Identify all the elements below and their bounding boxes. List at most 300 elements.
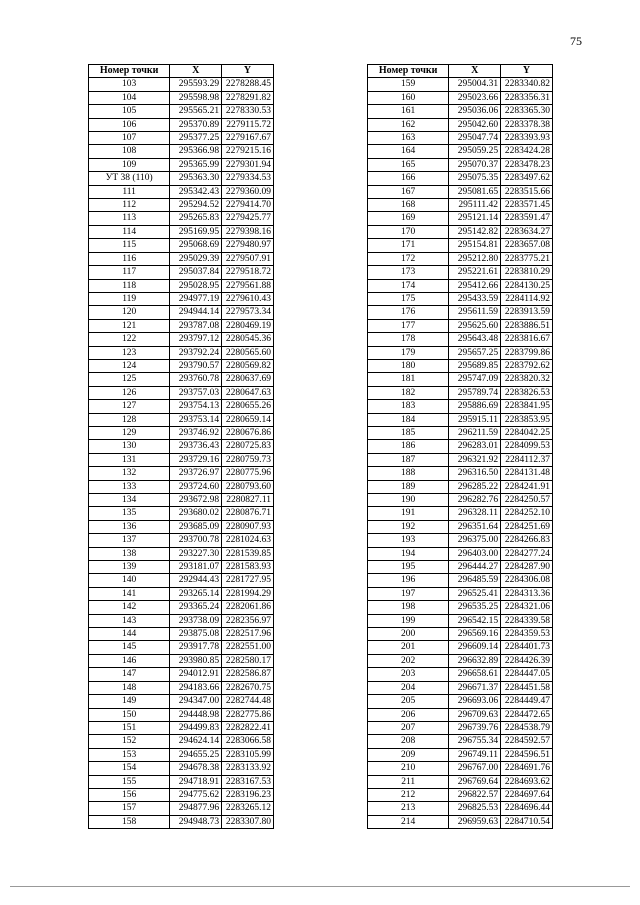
point-number-cell: 127	[89, 400, 170, 413]
y-coordinate-cell: 2284359.53	[501, 628, 553, 641]
point-number-cell: 170	[368, 225, 449, 238]
y-coordinate-cell: 2279414.70	[222, 199, 274, 212]
x-coordinate-cell: 295363.30	[170, 172, 222, 185]
y-coordinate-cell: 2283913.59	[501, 306, 553, 319]
y-coordinate-cell: 2283167.53	[222, 775, 274, 788]
point-number-cell: 162	[368, 118, 449, 131]
table-header-row	[89, 65, 274, 78]
y-coordinate-cell: 2283799.86	[501, 346, 553, 359]
y-coordinate-cell: 2283497.62	[501, 172, 553, 185]
x-coordinate-cell: 293792.24	[170, 346, 222, 359]
point-number-cell: 172	[368, 252, 449, 265]
table-row	[89, 172, 274, 185]
y-coordinate-cell: 2284339.58	[501, 614, 553, 627]
table-row	[368, 132, 553, 145]
table-row	[89, 225, 274, 238]
y-coordinate-cell: 2284131.48	[501, 467, 553, 480]
table-row	[89, 601, 274, 614]
table-row	[368, 614, 553, 627]
table-row	[368, 172, 553, 185]
table-row	[368, 668, 553, 681]
x-coordinate-cell: 295004.31	[449, 78, 501, 91]
table-row	[89, 91, 274, 104]
table-row	[368, 118, 553, 131]
x-coordinate-cell: 295081.65	[449, 185, 501, 198]
x-coordinate-cell: 296609.14	[449, 641, 501, 654]
x-coordinate-cell: 295221.61	[449, 266, 501, 279]
x-coordinate-cell: 294977.19	[170, 292, 222, 305]
table-row	[368, 815, 553, 828]
y-coordinate-cell: 2283886.51	[501, 319, 553, 332]
x-coordinate-cell: 294448.98	[170, 708, 222, 721]
point-number-cell: 128	[89, 413, 170, 426]
table-row	[368, 292, 553, 305]
table-row	[368, 507, 553, 520]
point-number-cell: 181	[368, 373, 449, 386]
point-number-cell: 151	[89, 721, 170, 734]
x-coordinate-cell: 294678.38	[170, 762, 222, 775]
x-coordinate-cell: 296525.41	[449, 587, 501, 600]
x-coordinate-cell: 295047.74	[449, 132, 501, 145]
table-row	[368, 199, 553, 212]
point-number-cell: 135	[89, 507, 170, 520]
x-coordinate-cell: 296959.63	[449, 815, 501, 828]
y-coordinate-cell: 2283424.28	[501, 145, 553, 158]
page-number: 75	[570, 34, 582, 48]
x-coordinate-cell: 296632.89	[449, 654, 501, 667]
x-coordinate-cell: 294948.73	[170, 815, 222, 828]
y-coordinate-cell: 2284472.65	[501, 708, 553, 721]
point-number-cell: 171	[368, 239, 449, 252]
point-number-cell: 132	[89, 467, 170, 480]
table-row	[368, 520, 553, 533]
y-coordinate-cell: 2281727.95	[222, 574, 274, 587]
y-coordinate-cell: 2280647.63	[222, 386, 274, 399]
y-coordinate-cell: 2283066.58	[222, 735, 274, 748]
table-row	[89, 788, 274, 801]
point-number-cell: 161	[368, 105, 449, 118]
x-coordinate-cell: 295294.52	[170, 199, 222, 212]
point-number-cell: 103	[89, 78, 170, 91]
x-coordinate-cell: 294718.91	[170, 775, 222, 788]
x-coordinate-cell: 293181.07	[170, 561, 222, 574]
table-row	[368, 762, 553, 775]
table-row	[368, 359, 553, 372]
x-coordinate-cell: 294944.14	[170, 306, 222, 319]
coordinates-table-left	[88, 64, 274, 829]
point-number-cell: 185	[368, 426, 449, 439]
point-number-cell: 154	[89, 762, 170, 775]
y-coordinate-cell: 2279215.16	[222, 145, 274, 158]
point-number-cell: 163	[368, 132, 449, 145]
point-number-cell: 117	[89, 266, 170, 279]
table-row	[368, 185, 553, 198]
y-coordinate-cell: 2283265.12	[222, 802, 274, 815]
x-coordinate-cell: 293700.78	[170, 534, 222, 547]
table-row	[368, 373, 553, 386]
y-coordinate-cell: 2283365.30	[501, 105, 553, 118]
table-row	[89, 386, 274, 399]
point-number-cell: 150	[89, 708, 170, 721]
point-number-cell: 167	[368, 185, 449, 198]
point-number-cell: 124	[89, 359, 170, 372]
point-number-cell: 157	[89, 802, 170, 815]
point-number-cell: 140	[89, 574, 170, 587]
y-coordinate-cell: 2283634.27	[501, 225, 553, 238]
table-row	[368, 279, 553, 292]
table-row	[368, 695, 553, 708]
point-number-cell: 190	[368, 494, 449, 507]
table-row	[89, 185, 274, 198]
point-number-cell: 211	[368, 775, 449, 788]
y-coordinate-cell: 2284266.83	[501, 534, 553, 547]
point-number-cell: 197	[368, 587, 449, 600]
x-coordinate-cell: 295028.95	[170, 279, 222, 292]
point-number-cell: 201	[368, 641, 449, 654]
table-row	[368, 413, 553, 426]
table-row	[368, 494, 553, 507]
table-row	[89, 815, 274, 828]
point-number-cell: 134	[89, 494, 170, 507]
point-number-cell: 186	[368, 440, 449, 453]
y-coordinate-cell: 2284710.54	[501, 815, 553, 828]
y-coordinate-cell: 2283810.29	[501, 266, 553, 279]
table-row	[89, 467, 274, 480]
x-coordinate-cell: 295789.74	[449, 386, 501, 399]
x-coordinate-cell: 293227.30	[170, 547, 222, 560]
x-coordinate-cell: 295643.48	[449, 333, 501, 346]
x-coordinate-cell: 293760.78	[170, 373, 222, 386]
y-coordinate-cell: 2282551.00	[222, 641, 274, 654]
point-number-cell: 160	[368, 91, 449, 104]
point-number-cell: 119	[89, 292, 170, 305]
y-coordinate-cell: 2279360.09	[222, 185, 274, 198]
table-row	[89, 507, 274, 520]
table-row	[368, 587, 553, 600]
y-coordinate-cell: 2284252.10	[501, 507, 553, 520]
table-row	[368, 386, 553, 399]
x-coordinate-cell: 295154.81	[449, 239, 501, 252]
point-number-cell: 149	[89, 695, 170, 708]
table-row	[89, 668, 274, 681]
point-number-cell: 120	[89, 306, 170, 319]
table-row	[89, 762, 274, 775]
point-number-cell: 209	[368, 748, 449, 761]
point-number-cell: 198	[368, 601, 449, 614]
table-row	[368, 802, 553, 815]
x-coordinate-cell: 294183.66	[170, 681, 222, 694]
table-row	[368, 775, 553, 788]
point-number-cell: 169	[368, 212, 449, 225]
x-coordinate-cell: 296211.59	[449, 426, 501, 439]
point-number-cell: 108	[89, 145, 170, 158]
x-coordinate-cell: 294655.25	[170, 748, 222, 761]
table-row	[89, 252, 274, 265]
table-row	[368, 252, 553, 265]
y-coordinate-cell: 2284596.51	[501, 748, 553, 761]
point-number-cell: 204	[368, 681, 449, 694]
y-coordinate-cell: 2284693.62	[501, 775, 553, 788]
table-row	[89, 105, 274, 118]
table-row	[89, 78, 274, 91]
table-header-row	[368, 65, 553, 78]
table-row	[368, 788, 553, 801]
table-row	[89, 561, 274, 574]
table-row	[89, 346, 274, 359]
x-coordinate-cell: 294775.62	[170, 788, 222, 801]
table-row	[368, 91, 553, 104]
y-coordinate-cell: 2281994.29	[222, 587, 274, 600]
table-row	[89, 494, 274, 507]
x-coordinate-cell: 295121.14	[449, 212, 501, 225]
table-row	[368, 346, 553, 359]
y-coordinate-cell: 2282822.41	[222, 721, 274, 734]
point-number-cell: 133	[89, 480, 170, 493]
y-coordinate-cell: 2283133.92	[222, 762, 274, 775]
x-coordinate-cell: 294499.83	[170, 721, 222, 734]
y-coordinate-cell: 2283356.31	[501, 91, 553, 104]
x-coordinate-cell: 296316.50	[449, 467, 501, 480]
point-number-cell: 109	[89, 158, 170, 171]
point-number-cell: 164	[368, 145, 449, 158]
y-coordinate-cell: 2282670.75	[222, 681, 274, 694]
y-coordinate-cell: 2283515.66	[501, 185, 553, 198]
table-row	[89, 574, 274, 587]
x-coordinate-cell: 293365.24	[170, 601, 222, 614]
y-coordinate-cell: 2282061.86	[222, 601, 274, 614]
x-coordinate-cell: 295747.09	[449, 373, 501, 386]
table-row	[368, 145, 553, 158]
y-coordinate-cell: 2284251.69	[501, 520, 553, 533]
y-coordinate-cell: 2279334.53	[222, 172, 274, 185]
table-row	[368, 748, 553, 761]
table-row	[89, 654, 274, 667]
y-coordinate-cell: 2282744.48	[222, 695, 274, 708]
point-number-cell: 168	[368, 199, 449, 212]
y-coordinate-cell: 2284241.91	[501, 480, 553, 493]
point-number-cell: 105	[89, 105, 170, 118]
header-y: Y	[501, 65, 553, 78]
x-coordinate-cell: 295377.25	[170, 132, 222, 145]
point-number-cell: 112	[89, 199, 170, 212]
point-number-cell: 144	[89, 628, 170, 641]
table-row	[89, 453, 274, 466]
point-number-cell: 182	[368, 386, 449, 399]
y-coordinate-cell: 2283853.95	[501, 413, 553, 426]
x-coordinate-cell: 296749.11	[449, 748, 501, 761]
table-row	[89, 118, 274, 131]
y-coordinate-cell: 2283378.38	[501, 118, 553, 131]
point-number-cell: 192	[368, 520, 449, 533]
x-coordinate-cell: 293980.85	[170, 654, 222, 667]
table-row	[368, 266, 553, 279]
point-number-cell: 146	[89, 654, 170, 667]
table-row	[368, 735, 553, 748]
x-coordinate-cell: 293724.60	[170, 480, 222, 493]
x-coordinate-cell: 296693.06	[449, 695, 501, 708]
table-row	[89, 695, 274, 708]
point-number-cell: 126	[89, 386, 170, 399]
point-number-cell: 104	[89, 91, 170, 104]
x-coordinate-cell: 295169.95	[170, 225, 222, 238]
table-row	[368, 306, 553, 319]
page-bottom-rule	[10, 886, 630, 887]
point-number-cell: 173	[368, 266, 449, 279]
y-coordinate-cell: 2279398.16	[222, 225, 274, 238]
point-number-cell: 136	[89, 520, 170, 533]
point-number-cell: 106	[89, 118, 170, 131]
point-number-cell: 212	[368, 788, 449, 801]
y-coordinate-cell: 2279561.88	[222, 279, 274, 292]
x-coordinate-cell: 295915.11	[449, 413, 501, 426]
x-coordinate-cell: 295023.66	[449, 91, 501, 104]
x-coordinate-cell: 296328.11	[449, 507, 501, 520]
point-number-cell: 116	[89, 252, 170, 265]
y-coordinate-cell: 2280759.73	[222, 453, 274, 466]
point-number-cell: 194	[368, 547, 449, 560]
y-coordinate-cell: 2280793.60	[222, 480, 274, 493]
y-coordinate-cell: 2282517.96	[222, 628, 274, 641]
y-coordinate-cell: 2280775.96	[222, 467, 274, 480]
point-number-cell: 113	[89, 212, 170, 225]
y-coordinate-cell: 2284401.73	[501, 641, 553, 654]
y-coordinate-cell: 2282356.97	[222, 614, 274, 627]
point-number-cell: 193	[368, 534, 449, 547]
x-coordinate-cell: 295212.80	[449, 252, 501, 265]
y-coordinate-cell: 2283340.82	[501, 78, 553, 91]
table-row	[89, 480, 274, 493]
y-coordinate-cell: 2281024.63	[222, 534, 274, 547]
x-coordinate-cell: 293917.78	[170, 641, 222, 654]
y-coordinate-cell: 2280655.26	[222, 400, 274, 413]
table-row	[368, 628, 553, 641]
point-number-cell: 199	[368, 614, 449, 627]
y-coordinate-cell: 2279480.97	[222, 239, 274, 252]
x-coordinate-cell: 295036.06	[449, 105, 501, 118]
y-coordinate-cell: 2284313.36	[501, 587, 553, 600]
x-coordinate-cell: 293790.57	[170, 359, 222, 372]
x-coordinate-cell: 295111.42	[449, 199, 501, 212]
y-coordinate-cell: 2279518.72	[222, 266, 274, 279]
table-row	[89, 239, 274, 252]
point-number-cell: 155	[89, 775, 170, 788]
x-coordinate-cell: 293685.09	[170, 520, 222, 533]
y-coordinate-cell: 2284592.57	[501, 735, 553, 748]
y-coordinate-cell: 2284447.05	[501, 668, 553, 681]
table-row	[368, 225, 553, 238]
y-coordinate-cell: 2284250.57	[501, 494, 553, 507]
x-coordinate-cell: 295412.66	[449, 279, 501, 292]
table-row	[89, 199, 274, 212]
x-coordinate-cell: 293729.16	[170, 453, 222, 466]
x-coordinate-cell: 295625.60	[449, 319, 501, 332]
y-coordinate-cell: 2283393.93	[501, 132, 553, 145]
x-coordinate-cell: 296755.34	[449, 735, 501, 748]
y-coordinate-cell: 2283105.99	[222, 748, 274, 761]
y-coordinate-cell: 2279425.77	[222, 212, 274, 225]
y-coordinate-cell: 2280907.93	[222, 520, 274, 533]
x-coordinate-cell: 293754.13	[170, 400, 222, 413]
y-coordinate-cell: 2284042.25	[501, 426, 553, 439]
x-coordinate-cell: 293680.02	[170, 507, 222, 520]
point-number-cell: 176	[368, 306, 449, 319]
x-coordinate-cell: 295565.21	[170, 105, 222, 118]
x-coordinate-cell: 296822.57	[449, 788, 501, 801]
x-coordinate-cell: 296535.25	[449, 601, 501, 614]
x-coordinate-cell: 295657.25	[449, 346, 501, 359]
table-row	[368, 708, 553, 721]
point-number-cell: 178	[368, 333, 449, 346]
table-row	[368, 212, 553, 225]
table-row	[368, 534, 553, 547]
x-coordinate-cell: 295370.89	[170, 118, 222, 131]
point-number-cell: 203	[368, 668, 449, 681]
point-number-cell: 183	[368, 400, 449, 413]
x-coordinate-cell: 292944.43	[170, 574, 222, 587]
point-number-cell: 177	[368, 319, 449, 332]
point-number-cell: 122	[89, 333, 170, 346]
point-number-cell: 156	[89, 788, 170, 801]
point-number-cell: 139	[89, 561, 170, 574]
y-coordinate-cell: 2280676.86	[222, 426, 274, 439]
point-number-cell: 143	[89, 614, 170, 627]
table-row	[89, 721, 274, 734]
x-coordinate-cell: 295611.59	[449, 306, 501, 319]
x-coordinate-cell: 295365.99	[170, 158, 222, 171]
y-coordinate-cell: 2283196.23	[222, 788, 274, 801]
table-row	[89, 266, 274, 279]
x-coordinate-cell: 296375.00	[449, 534, 501, 547]
x-coordinate-cell: 293757.03	[170, 386, 222, 399]
y-coordinate-cell: 2278330.53	[222, 105, 274, 118]
point-number-cell: 200	[368, 628, 449, 641]
point-number-cell: 188	[368, 467, 449, 480]
table-row	[368, 480, 553, 493]
point-number-cell: 137	[89, 534, 170, 547]
point-number-cell: 180	[368, 359, 449, 372]
point-number-cell: 159	[368, 78, 449, 91]
table-row	[89, 306, 274, 319]
y-coordinate-cell: 2283591.47	[501, 212, 553, 225]
x-coordinate-cell: 296671.37	[449, 681, 501, 694]
y-coordinate-cell: 2283307.80	[222, 815, 274, 828]
table-body-right	[368, 78, 553, 829]
point-number-cell: 115	[89, 239, 170, 252]
y-coordinate-cell: 2282580.17	[222, 654, 274, 667]
point-number-cell: 208	[368, 735, 449, 748]
header-x: X	[449, 65, 501, 78]
x-coordinate-cell: 295029.39	[170, 252, 222, 265]
y-coordinate-cell: 2279610.43	[222, 292, 274, 305]
y-coordinate-cell: 2278291.82	[222, 91, 274, 104]
y-coordinate-cell: 2278288.45	[222, 78, 274, 91]
point-number-cell: 187	[368, 453, 449, 466]
y-coordinate-cell: 2280565.60	[222, 346, 274, 359]
x-coordinate-cell: 293746.92	[170, 426, 222, 439]
table-row	[89, 440, 274, 453]
table-row	[368, 547, 553, 560]
x-coordinate-cell: 293726.97	[170, 467, 222, 480]
x-coordinate-cell: 293875.08	[170, 628, 222, 641]
y-coordinate-cell: 2279115.72	[222, 118, 274, 131]
x-coordinate-cell: 293753.14	[170, 413, 222, 426]
x-coordinate-cell: 294347.00	[170, 695, 222, 708]
y-coordinate-cell: 2283816.67	[501, 333, 553, 346]
table-row	[89, 681, 274, 694]
header-x: X	[170, 65, 222, 78]
point-number-cell: 131	[89, 453, 170, 466]
point-number-cell: 123	[89, 346, 170, 359]
